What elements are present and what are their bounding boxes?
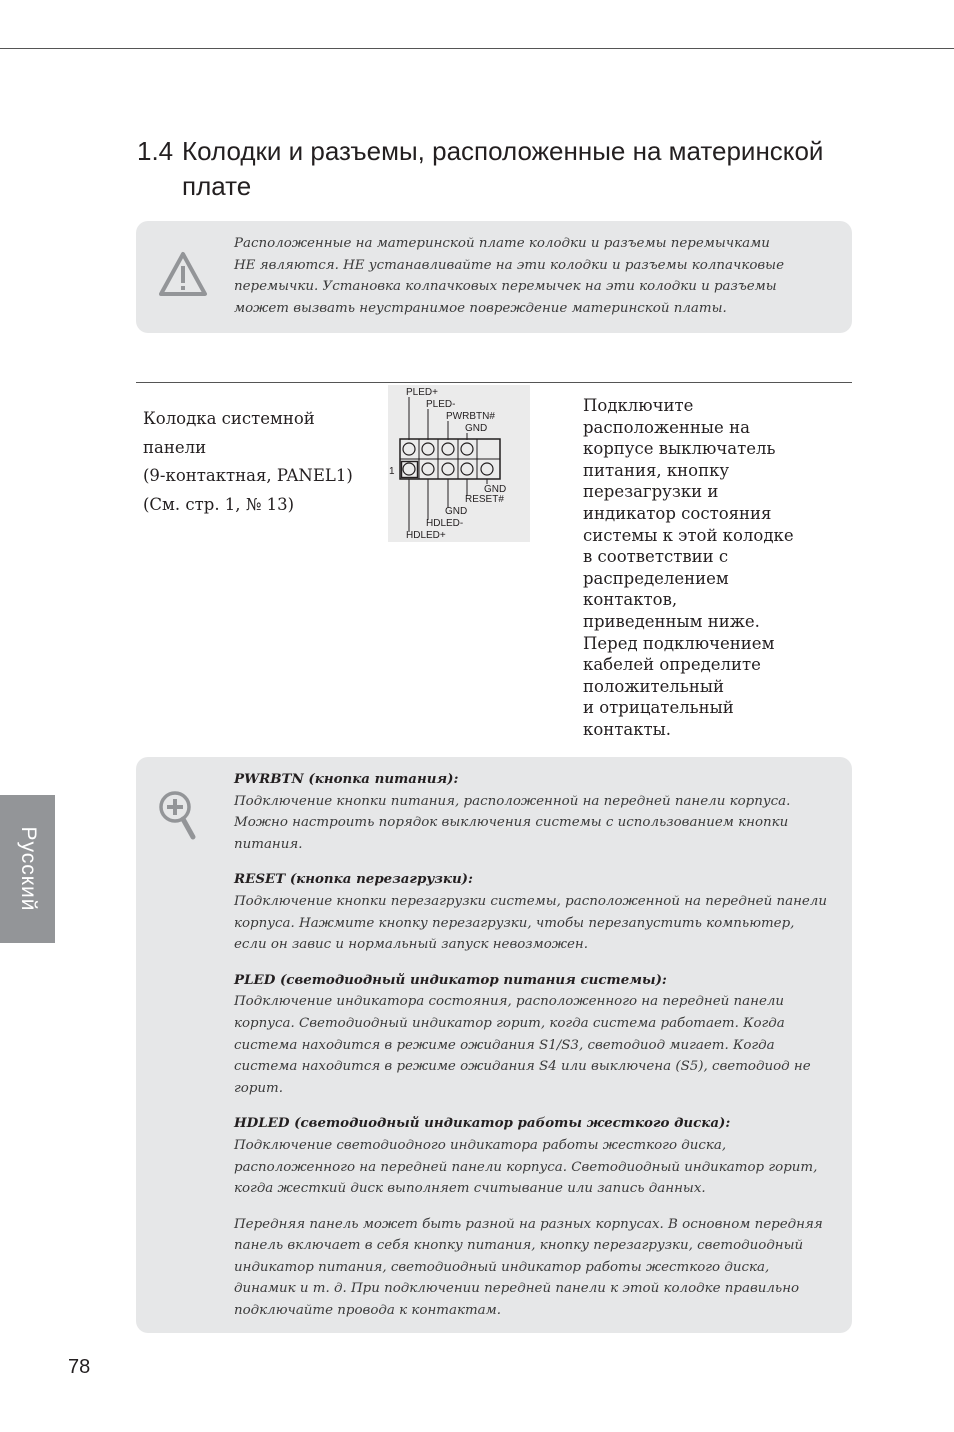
note-pwrbtn	[234, 769, 834, 855]
description-line: распределением	[583, 568, 729, 588]
section-title-line-2: плате	[182, 171, 252, 201]
description-line: положительный	[583, 676, 725, 696]
top-rule	[0, 48, 954, 49]
pin-label-pwrbtn: PWRBTN#	[446, 411, 495, 422]
note-line: расположенного на передней панели корпуса. Светодиодный индикатор горит,	[234, 1159, 818, 1175]
language-label: Русский	[16, 826, 40, 912]
connector-description	[583, 395, 813, 741]
note-heading: PLED (светодиодный индикатор питания системы):	[234, 971, 667, 988]
note-heading: HDLED (светодиодный индикатор работы жесткого диска):	[234, 1115, 731, 1132]
note-line: Можно настроить порядок выключения системы с использованием кнопки	[234, 815, 789, 831]
note-line: индикатор питания, светодиодный индикатор работы жесткого диска,	[234, 1259, 770, 1275]
connector-label-line: (9-контактная, PANEL1)	[143, 466, 353, 485]
note-line: панель включает в себя кнопку питания, кнопку перезагрузки, светодиодный	[234, 1238, 804, 1254]
note-line: Подключение индикатора состояния, расположенного на передней панели	[234, 994, 785, 1010]
description-line: системы к этой колодке	[583, 525, 794, 545]
warning-triangle-icon	[158, 251, 208, 297]
pin-label-gnd-right: GND	[484, 484, 507, 495]
connector-rule	[136, 382, 852, 383]
warning-line: Расположенные на материнской плате колодки и разъемы перемычками	[234, 236, 770, 251]
note-hdled	[234, 1113, 834, 1199]
note-line: корпуса. Светодиодный индикатор горит, когда система работает. Когда	[234, 1015, 785, 1031]
note-line: система находится в режиме ожидания S4 или выключена (S5), светодиод не	[234, 1059, 811, 1075]
description-line: Подключите	[583, 396, 694, 415]
description-line: Перед подключением	[583, 633, 775, 653]
language-side-tab	[0, 795, 55, 943]
pin-label-hdled-plus: HDLED+	[406, 530, 446, 541]
connector-label-line: (См. стр. 1, № 13)	[143, 494, 295, 514]
note-pled	[234, 970, 834, 1100]
description-line: питания, кнопку	[583, 460, 730, 480]
note-line: питания.	[234, 836, 303, 852]
note-line: динамик и т. д. При подключении передней панели к этой колодке правильно	[234, 1281, 800, 1297]
page-number: 78	[68, 1356, 91, 1378]
description-line: корпусе выключатель	[583, 439, 776, 459]
note-line: корпуса. Нажмите кнопку перезагрузки, чтобы перезапустить компьютер,	[234, 915, 795, 931]
warning-line: перемычки. Установка колпачковых перемычек на эти колодки и разъемы	[234, 279, 777, 295]
section-number: 1.4	[137, 136, 174, 166]
note-heading: PWRBTN (кнопка питания):	[234, 771, 459, 787]
note-line: система находится в режиме ожидания S1/S3, светодиод мигает. Когда	[234, 1037, 775, 1053]
warning-box	[136, 221, 852, 333]
note-reset	[234, 869, 834, 955]
note-line: Передняя панель может быть разной на разных корпусах. В основном передняя	[234, 1216, 823, 1232]
description-line: и отрицательный	[583, 698, 734, 718]
panel-header-diagram	[388, 385, 530, 542]
warning-text	[234, 233, 834, 319]
note-line: подключайте провода к контактам.	[234, 1303, 501, 1319]
pin-label-reset: RESET#	[465, 494, 504, 505]
warning-line: НЕ являются. НЕ устанавливайте на эти колодки и разъемы колпачковые	[234, 257, 785, 273]
pin-label-gnd-bottom: GND	[445, 506, 468, 517]
pin-diagram-svg	[388, 385, 530, 542]
magnifier-plus-icon	[158, 790, 198, 842]
description-line: контактов,	[583, 590, 678, 610]
pin-label-gnd-top: GND	[465, 423, 488, 434]
note-front-panel	[234, 1214, 834, 1322]
pin-label-pled-minus: PLED-	[426, 399, 456, 410]
notes-box	[136, 757, 852, 1333]
note-heading: RESET (кнопка перезагрузки):	[234, 871, 473, 888]
note-line: Подключение кнопки питания, расположенной на передней панели корпуса.	[234, 793, 791, 809]
note-line: если он завис и нормальный запуск невозможен.	[234, 937, 588, 953]
note-line: когда жесткий диск выполняет считывание или запись данных.	[234, 1181, 706, 1197]
pin-label-pled-plus: PLED+	[406, 387, 438, 398]
connector-label-line: Колодка системной	[143, 409, 315, 428]
pin-label-hdled-minus: HDLED-	[426, 518, 464, 529]
section-title-line-1: Колодки и разъемы, расположенные на материнской	[182, 136, 824, 166]
description-line: приведенным ниже.	[583, 611, 760, 631]
section-title	[137, 134, 877, 204]
description-line: перезагрузки и	[583, 482, 719, 502]
connector-label	[143, 405, 373, 519]
warning-line: может вызвать неустранимое повреждение материнской платы.	[234, 300, 727, 316]
pin-1-label: 1	[389, 466, 395, 477]
description-line: контакты.	[583, 719, 672, 739]
note-line: Подключение светодиодного индикатора работы жесткого диска,	[234, 1137, 727, 1153]
note-line: горит.	[234, 1080, 283, 1096]
description-line: кабелей определите	[583, 655, 761, 675]
description-line: индикатор состояния	[583, 503, 772, 523]
description-line: расположенные на	[583, 417, 750, 437]
description-line: в соответствии с	[583, 547, 729, 567]
notes-body	[234, 769, 834, 1336]
connector-label-line: панели	[143, 437, 207, 457]
note-line: Подключение кнопки перезагрузки системы, расположенной на передней панели	[234, 893, 827, 909]
